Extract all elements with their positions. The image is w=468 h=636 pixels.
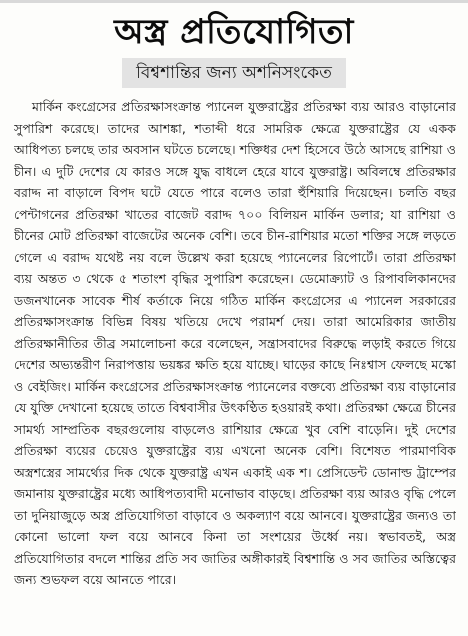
- headline-area: [0, 12, 468, 52]
- subheadline: বিশ্বশান্তির জন্য অশনিসংকেত: [122, 58, 346, 88]
- headline: অস্ত্র প্রতিযোগিতা: [114, 12, 354, 52]
- top-rule: [0, 0, 468, 3]
- article-body: [14, 96, 456, 632]
- subheadline-area: [0, 58, 468, 88]
- article-paragraph: মার্কিন কংগ্রেসের প্রতিরক্ষাসংক্রান্ত প্যানেল যুক্তরাষ্ট্রের প্রতিরক্ষা ব্যয় আরও বাড়ানোর সুপারিশ করেছে। তাদের আশঙ্কা, শতাব্দী ধরে সামরিক ক্ষেত্রে যুক্তরাষ্ট্রের যে একক আধিপত্য চলছে তার অবসান ঘটতে চলেছে। শক্তিধর দেশ হিসেবে উঠে আসছে রাশিয়া ও চীন। এ দুটি দেশের যে কারও সঙ্গে যুদ্ধ বাধলে হেরে যাবে যুক্তরাষ্ট্র। অবিলম্বে প্রতিরক্ষার বরাদ্দ না বাড়ালে বিপদ ঘটে যেতে পারে বলেও তারা হুঁশিয়ারি দিয়েছেন। চলতি বছর পেন্টাগনের প্রতিরক্ষা খাতের বাজেট বরাদ্দ ৭০০ বিলিয়ন মার্কিন ডলার; যা রাশিয়া ও চীনের মোট প্রতিরক্ষা বাজেটের অনেক বেশি। তবে চীন-রাশিয়ার মতো শক্তির সঙ্গে লড়তে গেলে এ বরাদ্দ যথেষ্ট নয় বলে উল্লেখ করা হয়েছে প্যানেলের রিপোর্টে। তারা প্রতিরক্ষা ব্যয় অন্তত ৩ থেকে ৫ শতাংশ বৃদ্ধির সুপারিশ করেছেন। ডেমোক্র্যাট ও রিপাবলিকানদের ডজনখানেক সাবেক শীর্ষ কর্তাকে নিয়ে গঠিত মার্কিন কংগ্রেসের এ প্যানেল সরকারের প্রতিরক্ষাসংক্রান্ত বিভিন্ন বিষয় খতিয়ে দেখে পরামর্শ দেয়। তারা আমেরিকার জাতীয় প্রতিরক্ষানীতির তীব্র সমালোচনা করে বলেছেন, সন্ত্রাসবাদের বিরুদ্ধে লড়াই করতে গিয়ে দেশের অভ্যন্তরীণ নিরাপত্তায় ভয়ঙ্কর ক্ষতি হয়ে যাচ্ছে। ঘাড়ের কাছে নিঃশ্বাস ফেলছে মস্কো ও বেইজিং। মার্কিন কংগ্রেসের প্রতিরক্ষাসংক্রান্ত প্যানেলের বক্তব্যে প্রতিরক্ষা ব্যয় বাড়ানোর যে যুক্তি দেখানো হয়েছে তাতে বিশ্ববাসীর উৎকণ্ঠিত হওয়ারই কথা। প্রতিরক্ষা ক্ষেত্রে চীনের সামর্থ্য সাম্প্রতিক বছরগুলোয় বাড়লেও রাশিয়ার ক্ষেত্রে খুব বেশি বাড়েনি। দুই দেশের প্রতিরক্ষা ব্যয়ের চেয়েও যুক্তরাষ্ট্রের ব্যয় এখনো অনেক বেশি। বিশেষত পারমাণবিক অস্ত্রশস্ত্রের সামর্থ্যের দিক থেকে যুক্তরাষ্ট্র এখন একাই এক শ। প্রেসিডেন্ট ডোনাল্ড ট্রাম্পের জমানায় যুক্তরাষ্ট্রের মধ্যে আধিপত্যবাদী মনোভাব বাড়ছে। প্রতিরক্ষা ব্যয় আরও বৃদ্ধি পেলে তা দুনিয়াজুড়ে অস্ত্র প্রতিযোগিতা বাড়াবে ও অকল্যাণ বয়ে আনবে। যুক্তরাষ্ট্রের জন্যও তা কোনো ভালো ফল বয়ে আনবে কিনা তা সংশয়ের উর্ধ্বে নয়। স্বভাবতই, অস্ত্র প্রতিযোগিতার বদলে শান্তির প্রতি সব জাতির অঙ্গীকারই বিশ্বশান্তি ও সব জাতির অস্তিত্বের জন্য শুভফল বয়ে আনতে পারে।: [14, 99, 456, 587]
